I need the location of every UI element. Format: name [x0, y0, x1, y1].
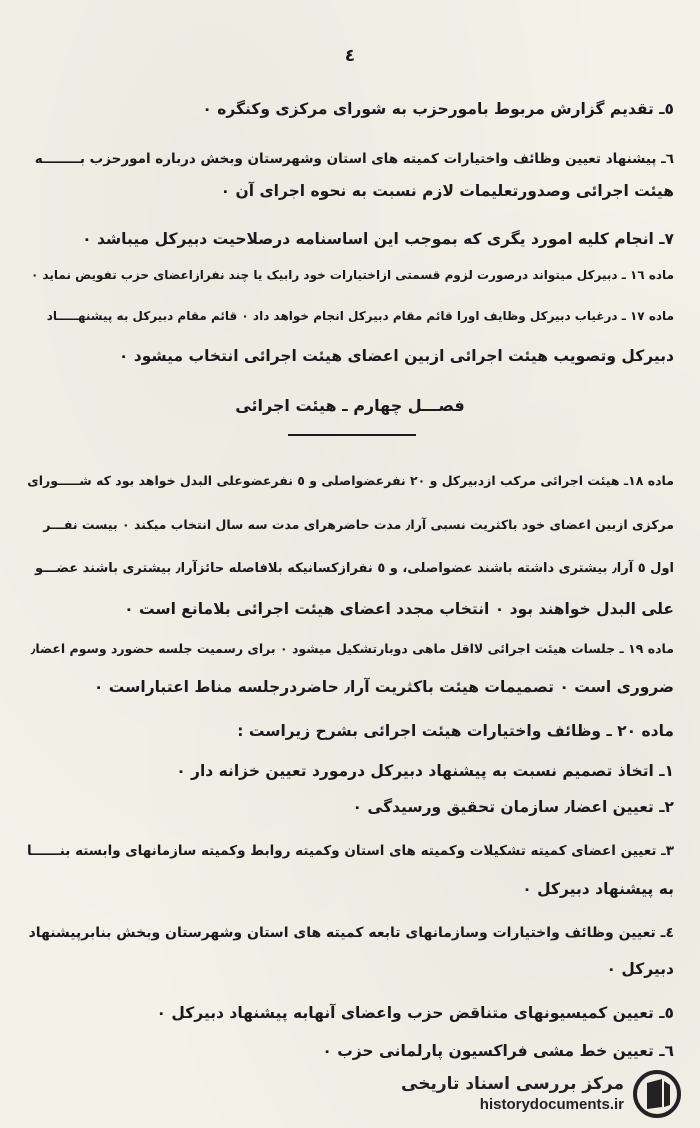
- archive-logo-icon: [632, 1069, 682, 1119]
- text-line: ماده ١٩ ـ جلسات هیئت اجرائی لااقل ماهی دوبارتشکیل میشود ٠ برای رسمیت جلسه حضورد وسوم اعضا٫: [30, 641, 674, 656]
- text-line: ٣ـ تعیین اعضای کمیته تشکیلات وکمیته های استان وکمیته روابط وکمیته سازمانهای وابسته بنــــــا: [27, 843, 674, 859]
- watermark-title: مرکز بررسی اسناد تاریخی: [401, 1074, 624, 1094]
- watermark-text: [401, 1073, 624, 1115]
- text-line: ٦ـ پیشنهاد تعیین وظائف واختیارات کمیته های استان وشهرستان وبخش درباره امورحزب بــــــــه: [34, 151, 674, 167]
- watermark-url: historydocuments.ir: [479, 1096, 624, 1113]
- text-line: ١ـ اتخاذ تصمیم نسبت به پیشنهاد دبیرکل درمورد تعیین خزانه دار ٠: [176, 762, 674, 780]
- text-line: ٢ـ تعیین اعضا٫ سازمان تحقیق ورسیدگی ٠: [352, 798, 674, 816]
- text-line: مرکزی ازبین اعضای خود باکثریت نسبی آرا٫ مدت حاضرهرای مدت سه سال انتخاب میکند ٠ بیست نفـــر: [43, 517, 674, 532]
- text-line: ٧ـ انجام کلیه امورد یگری که بموجب این اساسنامه درصلاحیت دبیرکل میباشد ٠: [82, 230, 674, 248]
- text-line: هیئت اجرائی وصدورتعلیمات لازم نسبت به نحوه اجرای آن ٠: [220, 182, 674, 200]
- text-line: ماده ٢٠ ـ وظائف واختیارات هیئت اجرائی بشرح زیراست :: [237, 722, 674, 740]
- text-line: ٤ـ تعیین وظائف واختیارات وسازمانهای تابعه کمیته های استان وشهرستان وبخش بنابرپیشنهاد: [28, 925, 674, 941]
- text-line: علی البدل خواهند بود ٠ انتخاب مجدد اعضای هیئت اجرائی بلامانع است ٠: [124, 600, 674, 618]
- section-heading: فصـــل چهارم ـ هیئت اجرائی: [235, 396, 465, 415]
- text-line: دبیرکل وتصویب هیئت اجرائی ازبین اعضای هیئت اجرائی انتخاب میشود ٠: [118, 347, 674, 365]
- text-line: اول ٥ آرا٫ بیشتری داشته باشند عضواصلی، و ٥ نفرازکسانیکه بلافاصله حائزآرا٫ بیشتری باشند عضـــو: [34, 561, 674, 576]
- text-line: ماده ١٧ ـ درغیاب دبیرکل وظایف اورا قائم مقام دبیرکل انجام خواهد داد ٠ قائم مقام دبیرکل به پیشنهـــــاد: [46, 309, 674, 323]
- text-line: ٦ـ تعیین خط مشی فراکسیون پارلمانی حزب ٠: [322, 1042, 674, 1060]
- heading-underline: [288, 434, 416, 436]
- text-line: به پیشنهاد دبیرکل ٠: [522, 880, 674, 898]
- text-line: ماده ١٨ـ هیئت اجرائی مرکب ازدبیرکل و ٢٠ نفرعضواصلی و ٥ نفرعضوعلی البدل خواهد بود که شـــــورای: [27, 473, 674, 488]
- text-line: ماده ١٦ ـ دبیرکل میتواند درصورت لزوم قسمتی ازاختیارات خود رابیک یا چند نفرازاعضای حزب تفویض نماید ٠: [30, 268, 674, 282]
- watermark: [401, 1066, 682, 1122]
- page-number: ٤: [344, 46, 356, 66]
- text-line: ٥ـ تعیین کمیسیونهای متناقض حزب واعضای آنهابه پیشنهاد دبیرکل ٠: [156, 1004, 674, 1022]
- text-line: ٥ـ تقدیم گزارش مربوط بامورحزب به شورای مرکزی وکنگره ٠: [202, 100, 674, 118]
- text-line: دبیرکل ٠: [606, 960, 674, 978]
- text-line: ضروری است ٠ تصمیمات هیئت باکثریت آرا٫ حاضردرجلسه مناط اعتباراست ٠: [93, 678, 674, 696]
